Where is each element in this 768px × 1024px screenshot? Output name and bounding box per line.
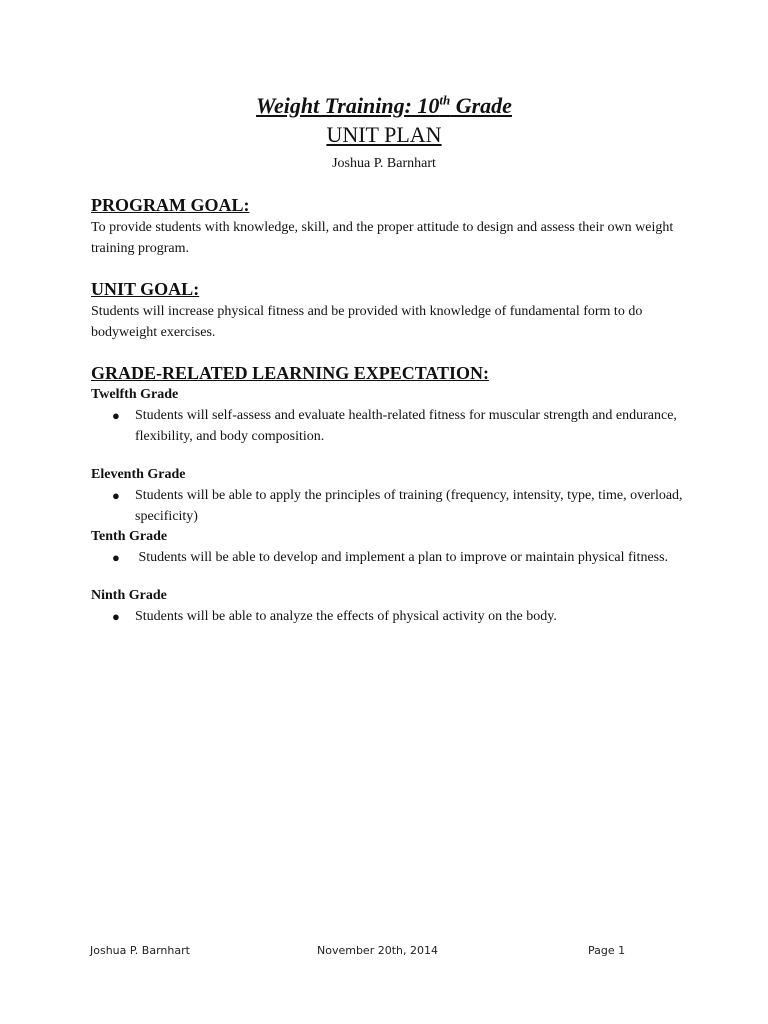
- unit-goal-section: [91, 277, 691, 343]
- title-superscript: th: [439, 92, 451, 108]
- program-goal-text: To provide students with knowledge, skill, and the proper attitude to design and assess their own weight training program.: [91, 220, 674, 256]
- footer-date: November 20th, 2014: [317, 944, 438, 957]
- title-main: Weight Training: 10: [256, 93, 440, 118]
- list-item-text: Students will be able to analyze the effects of physical activity on the body.: [135, 609, 557, 624]
- document-subtitle: UNIT PLAN: [326, 122, 442, 147]
- title-end: Grade: [450, 93, 512, 118]
- footer-page-number: Page 1: [588, 944, 626, 957]
- grade-label-tenth: Tenth Grade: [91, 529, 168, 544]
- bullet-icon: ●: [112, 408, 120, 423]
- program-goal-heading: PROGRAM GOAL:: [91, 195, 250, 215]
- grade-list-tenth: [91, 547, 691, 568]
- grade-list-ninth: [91, 606, 691, 627]
- document-author: Joshua P. Barnhart: [332, 156, 436, 171]
- document-content: [91, 193, 691, 645]
- grade-label-eleventh: Eleventh Grade: [91, 467, 186, 482]
- footer-author: Joshua P. Barnhart: [90, 944, 190, 957]
- bullet-icon: ●: [112, 550, 120, 565]
- list-item-text: Students will be able to develop and implement a plan to improve or maintain physical fitness.: [135, 550, 669, 565]
- grade-label-ninth: Ninth Grade: [91, 588, 167, 603]
- list-item-text: Students will self-assess and evaluate health-related fitness for muscular strength and endurance, flexibility, and body composition.: [135, 408, 677, 444]
- grade-label-twelfth: Twelfth Grade: [91, 387, 179, 402]
- bullet-icon: ●: [112, 488, 120, 503]
- list-item-text: Students will be able to apply the principles of training (frequency, intensity, type, time, overload, specificity): [135, 488, 683, 524]
- grade-list-twelfth: [91, 405, 691, 447]
- list-item: [91, 485, 691, 527]
- program-goal-section: [91, 193, 691, 259]
- list-item: [91, 606, 691, 627]
- unit-goal-heading: UNIT GOAL:: [91, 279, 200, 299]
- document-title: [0, 92, 768, 120]
- title-block: [0, 92, 768, 174]
- bullet-icon: ●: [112, 609, 120, 624]
- expectations-heading: GRADE-RELATED LEARNING EXPECTATION:: [91, 363, 490, 383]
- expectations-section: [91, 361, 691, 627]
- list-item: [91, 547, 691, 568]
- unit-goal-text: Students will increase physical fitness and be provided with knowledge of fundamental form to do bodyweight exercises.: [91, 304, 643, 340]
- list-item: [91, 405, 691, 447]
- grade-list-eleventh: [91, 485, 691, 527]
